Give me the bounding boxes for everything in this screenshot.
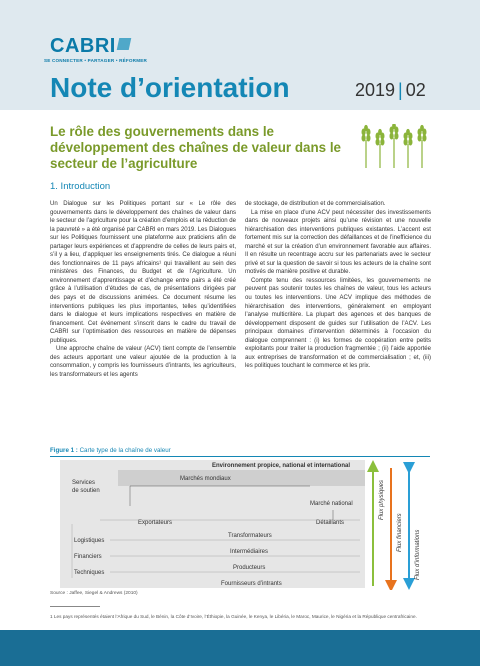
producers-label: Producteurs <box>233 565 266 571</box>
text-column-right <box>245 200 431 371</box>
footnote-rule <box>50 606 100 607</box>
figure-title: Environnement propice, national et international <box>212 463 351 469</box>
global-markets-band <box>118 470 365 486</box>
technical-label: Techniques <box>74 570 105 576</box>
document-title: Note d’orientation <box>50 72 290 103</box>
footer-band <box>0 630 480 666</box>
paragraph: La mise en place d’une ACV peut nécessiter des investissements dans de nouveaux projets ainsi qu’une révision et une nouvelle hiérarchisation des interventions publiques existantes. L’accent est fortement mis sur la correction des défaillances et de l’inefficience du marché et sur la création d’un environnement favorable aux affaires. Il en résulte un recentrage accru sur les partenariats avec le secteur privé et sur la question de savoir si tous les acteurs de la chaîne sont motivés de manière positive et durable. <box>245 209 431 276</box>
issue-number: 2019 | 02 <box>355 80 426 100</box>
financial-flow-label: Flux financiers <box>397 513 403 552</box>
finance-label: Financiers <box>74 554 102 560</box>
support-services-label-2: de soutien <box>72 488 100 494</box>
processors-label: Transformateurs <box>228 533 272 539</box>
wheat-icon <box>360 124 432 170</box>
exporters-label: Exportateurs <box>138 520 173 526</box>
information-flow-label: Flux d’informations <box>415 529 421 580</box>
paragraph: Une approche chaîne de valeur (ACV) tient compte de l’ensemble des acteurs apportant une valeur ajoutée de la production à la consommation, y compris les fournisseurs d’intrants, les agriculteurs, les transformateurs et les agents <box>50 346 236 378</box>
global-markets-label: Marchés mondiaux <box>180 476 231 482</box>
section-heading: 1. Introduction <box>50 181 111 192</box>
figure-source: Source : Jaffee, Siegel & Andrews (2010) <box>50 591 138 596</box>
footnote: 1 Les pays représentés étaient l’Afrique du Sud, le Bénin, la Côte d’Ivoire, l’Éthiopie, la Guinée, le Kenya, le Libéria, le Maroc, Maurice, le Nigéria et la République centrafricaine. <box>50 614 417 619</box>
logo-mark-icon <box>117 38 132 50</box>
figure-rule <box>50 456 430 457</box>
paragraph: de stockage, de distribution et de commercialisation. <box>245 201 386 207</box>
logistics-label: Logistiques <box>74 538 105 544</box>
cabri-logo: CABRI <box>50 35 130 58</box>
figure-caption: Figure 1 : Carte type de la chaîne de valeur <box>50 447 171 454</box>
retailers-label: Détaillants <box>316 520 345 526</box>
support-services-label: Services <box>72 480 96 486</box>
paragraph: Un Dialogue sur les Politiques portant sur « Le rôle des gouvernements dans le développement des chaînes de valeur dans le secteur de l’agriculture pour la création d’emplois et la réduction de la pauvreté » a été organisé par CABRI en mars 2019. Les Dialogues sur les Politiques fournissent une plateforme aux praticiens afin de partager leurs expériences et d’apprendre de celles de leurs pairs et, s’il y a lieu, d’appliquer les enseignements tirés. Ce dialogue a réuni des fonctionnaires de 11 pays africains¹ qui travaillent au sein des ministères des Finances, du Budget et de l’Agriculture. Un environnement d’apprentissage et d’échange entre pairs a été créé grâce à l’utilisation d’études de cas, de présentations dirigées par des pays et de discussions animées. Ce document résume les interventions publiques les plus importantes, telles qu’identifiées dans le dialogue et leurs implications respectives en matière de financement. Cet événement s’inscrit dans le cadre du travail de CABRI sur l’optimisation des ressources en matière de dépenses publiques. <box>50 201 236 344</box>
intermediaries-label: Intermédiaires <box>230 549 269 555</box>
value-chain-diagram <box>50 460 430 590</box>
national-market-label: Marché national <box>310 501 353 507</box>
physical-flow-label: Flux physiques <box>379 479 385 520</box>
input-suppliers-label: Fournisseurs d’intrants <box>221 581 282 587</box>
document-subtitle: Le rôle des gouvernements dans le développement des chaînes de valeur dans le secteur de l’agriculture <box>50 124 341 171</box>
text-column-left <box>50 200 236 379</box>
paragraph: Compte tenu des ressources limitées, les gouvernements ne peuvent pas soutenir toutes les chaînes de valeur, tous les acteurs ou toutes les interventions. Une ACV implique des méthodes de hiérarchisation des interventions, généralement en employant l’analyse multicritère. La plupart des agences et des banques de développement disposent de guides sur l’utilisation de l’ACV. Les principaux domaines d’intervention déterminés à l’occasion du dialogue comprennent : (i) les formes de coopération entre petits exploitants pour traiter la production fragmentée ; (ii) l’aide apportée aux entreprises de transformation et de commercialisation ; et, (iii) les politiques touchant le commerce et les prix. <box>245 277 431 370</box>
logo-tagline: SE CONNECTER • PARTAGER • RÉFORMER <box>44 58 148 63</box>
